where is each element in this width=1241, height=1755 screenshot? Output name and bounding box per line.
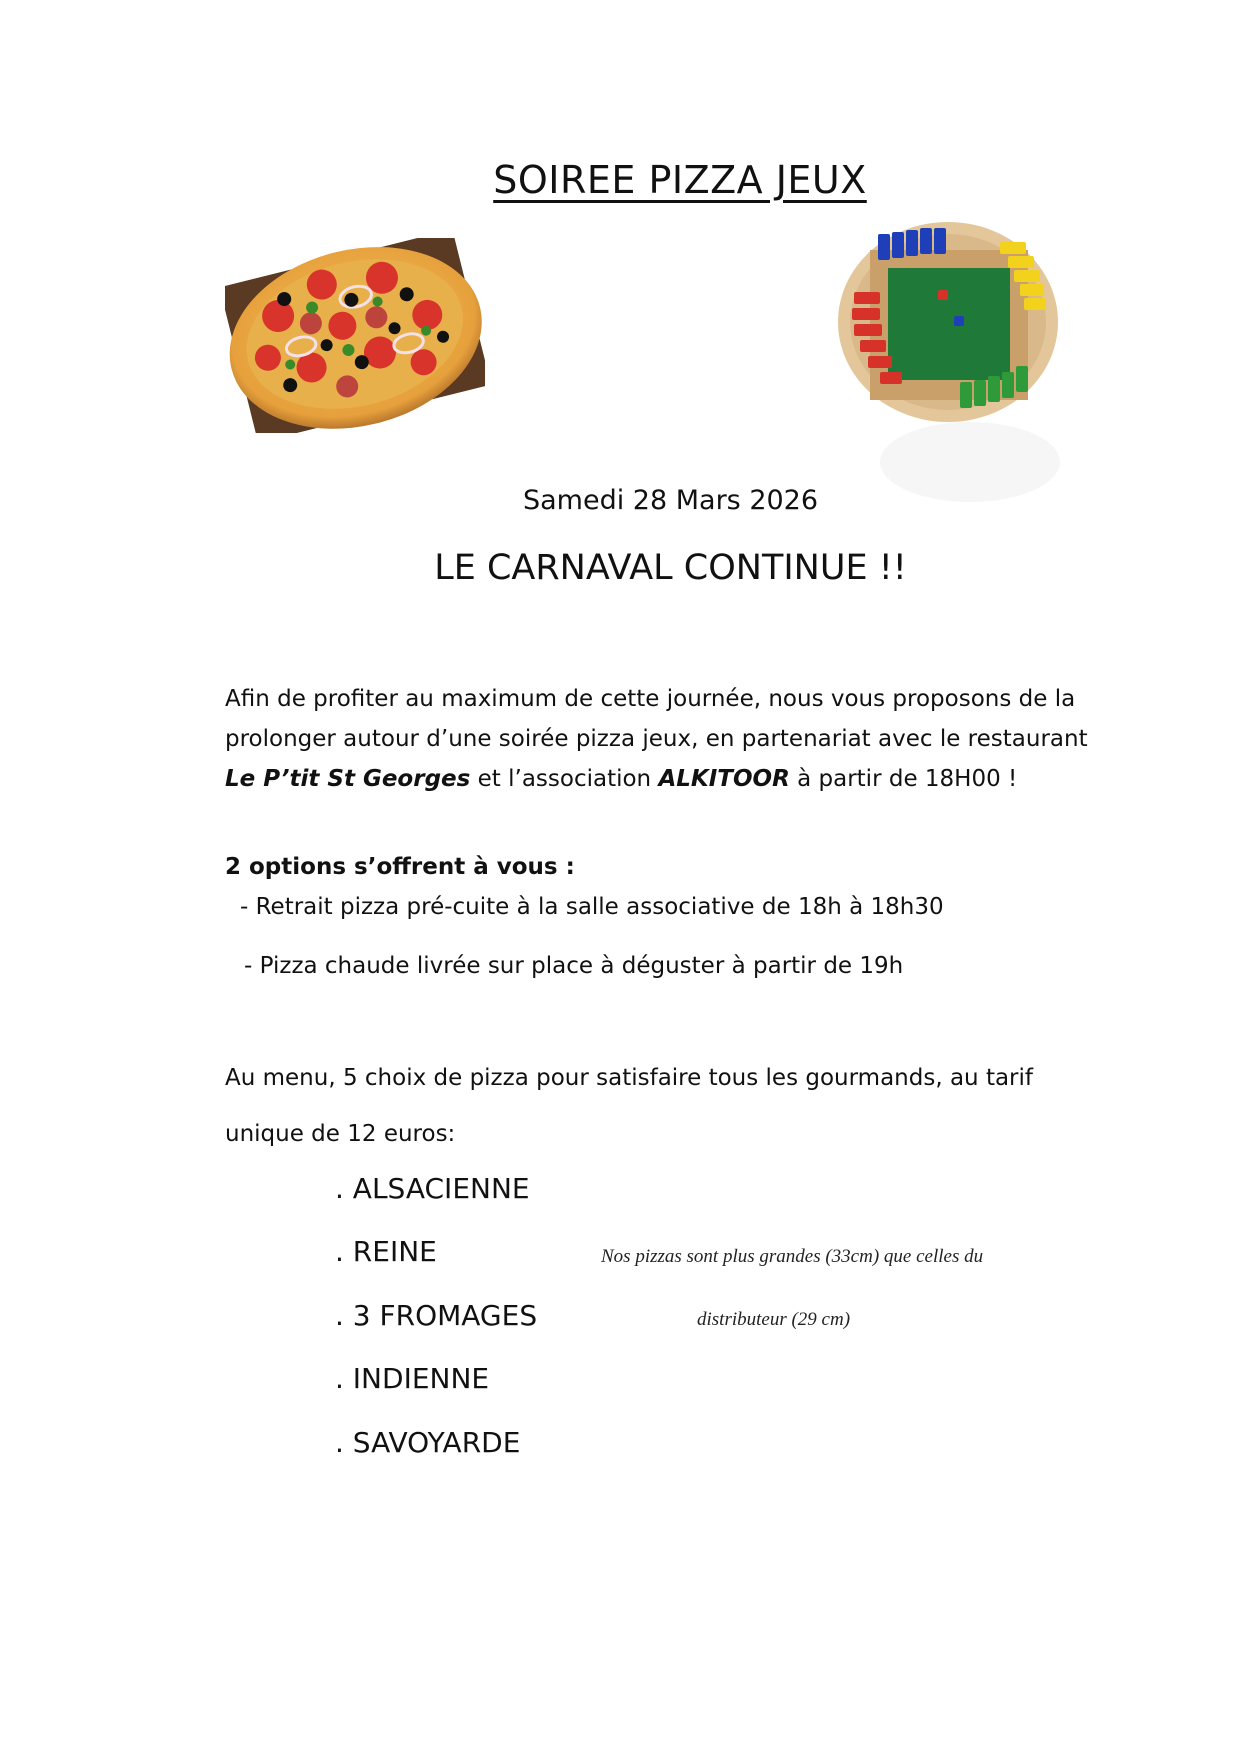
option-item: - Retrait pizza pré-cuite à la salle associative de 18h à 18h30 xyxy=(240,894,944,920)
pizza-item: . SAVOYARDE xyxy=(335,1426,521,1459)
pizza-item: . REINE xyxy=(335,1235,437,1268)
menu-line-2: unique de 12 euros: xyxy=(225,1121,456,1147)
intro-line-2: prolonger autour d’une soirée pizza jeux, en partenariat avec le restaurant xyxy=(225,726,1088,752)
event-date: Samedi 28 Mars 2026 xyxy=(522,485,819,516)
restaurant-name: Le P’tit St Georges xyxy=(225,766,471,792)
board-game-image xyxy=(830,212,1065,502)
size-note-line-2: distributeur (29 cm) xyxy=(697,1309,851,1330)
pizza-image xyxy=(225,238,485,433)
intro-line-1: Afin de profiter au maximum de cette journée, nous vous proposons de la xyxy=(225,686,1076,712)
page-title: SOIREE PIZZA JEUX xyxy=(493,158,867,202)
intro-end: à partir de 18H00 ! xyxy=(789,766,1018,792)
pizza-item: . ALSACIENNE xyxy=(335,1172,530,1205)
headline: LE CARNAVAL CONTINUE !! xyxy=(434,548,907,588)
options-heading: 2 options s’offrent à vous : xyxy=(225,854,575,880)
pizza-item: . 3 FROMAGES xyxy=(335,1299,538,1332)
intro-line-3 xyxy=(225,759,1125,799)
size-note-line-1: Nos pizzas sont plus grandes (33cm) que celles du xyxy=(601,1246,984,1267)
intro-mid: et l’association xyxy=(470,766,659,792)
pizza-item: . INDIENNE xyxy=(335,1362,490,1395)
menu-line-1: Au menu, 5 choix de pizza pour satisfaire tous les gourmands, au tarif xyxy=(225,1065,1033,1091)
option-item: - Pizza chaude livrée sur place à déguster à partir de 19h xyxy=(244,953,904,979)
association-name: ALKITOOR xyxy=(658,766,790,792)
